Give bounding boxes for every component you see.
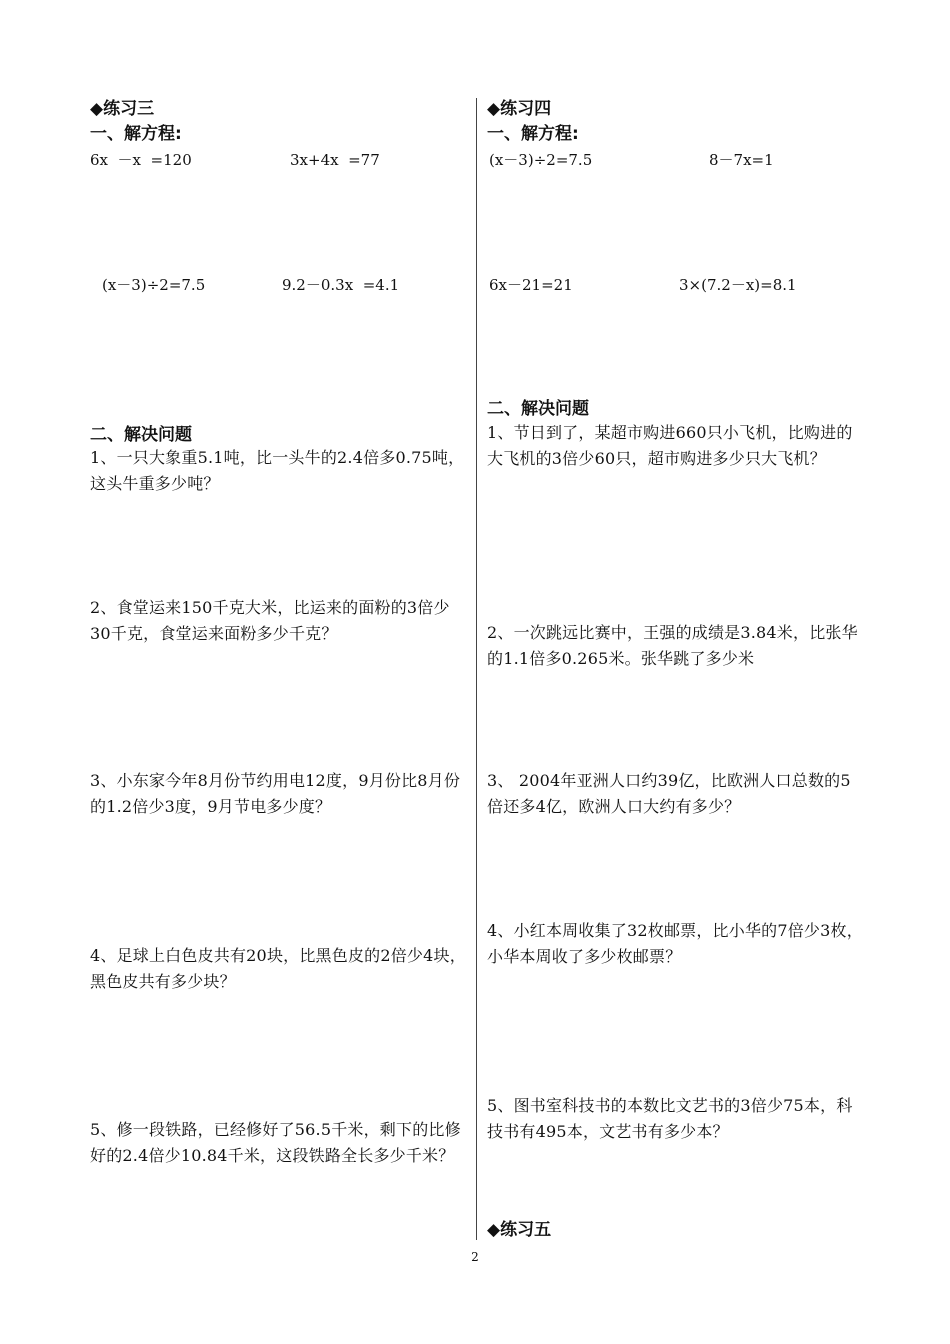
word-problem: 1、一只大象重5.1吨，比一头牛的2.4倍多0.75吨，这头牛重多少吨？ [90,448,465,493]
word-problem: 5、修一段铁路，已经修好了56.5千米，剩下的比修好的2.4倍少10.84千米，这段铁路全长多少千米？ [90,1120,461,1165]
practice-5-title: ◆练习五 [487,1220,552,1240]
column-divider [476,98,477,1240]
word-problem: 5、图书室科技书的本数比文艺书的3倍少75本，科技书有495本，文艺书有多少本？ [487,1096,853,1141]
word-problem: 3、 2004年亚洲人口约39亿，比欧洲人口总数的5倍还多4亿，欧洲人口大约有多少？ [487,771,851,816]
word-problem: 3、小东家今年8月份节约用电12度，9月份比8月份的1.2倍少3度，9月节电多少度？ [90,771,461,816]
equations-heading: 一、解方程: [487,124,579,144]
word-problems-heading: 二、解决问题 [90,425,192,445]
word-problem: 1、节日到了，某超市购进660只小飞机，比购进的大飞机的3倍少60只，超市购进多少只大飞机？ [487,423,853,468]
word-problems-heading: 二、解决问题 [487,399,589,419]
word-problem: 2、一次跳远比赛中，王强的成绩是3.84米，比张华的1.1倍多0.265米。张华跳了多少米 [487,623,858,668]
equation: 3x+4x =77 [290,151,380,169]
practice-3-title: ◆练习三 [90,99,155,119]
equation: 8－7x=1 [709,151,774,169]
word-problem: 4、足球上白色皮共有20块，比黑色皮的2倍少4块，黑色皮共有多少块？ [90,946,466,991]
equation: 6x－21=21 [489,276,573,294]
practice-4-title: ◆练习四 [487,99,552,119]
equations-heading: 一、解方程: [90,124,182,144]
page-number: 2 [471,1250,479,1264]
equation: 9.2－0.3x =4.1 [282,276,400,294]
equation: (x－3)÷2=7.5 [489,151,593,169]
equation: 3×(7.2－x)=8.1 [679,276,797,294]
word-problem: 4、小红本周收集了32枚邮票，比小华的7倍少3枚，小华本周收了多少枚邮票？ [487,921,863,966]
equation: (x－3)÷2=7.5 [102,276,206,294]
word-problem: 2、食堂运来150千克大米，比运来的面粉的3倍少30千克，食堂运来面粉多少千克？ [90,598,450,643]
equation: 6x －x =120 [90,151,192,169]
